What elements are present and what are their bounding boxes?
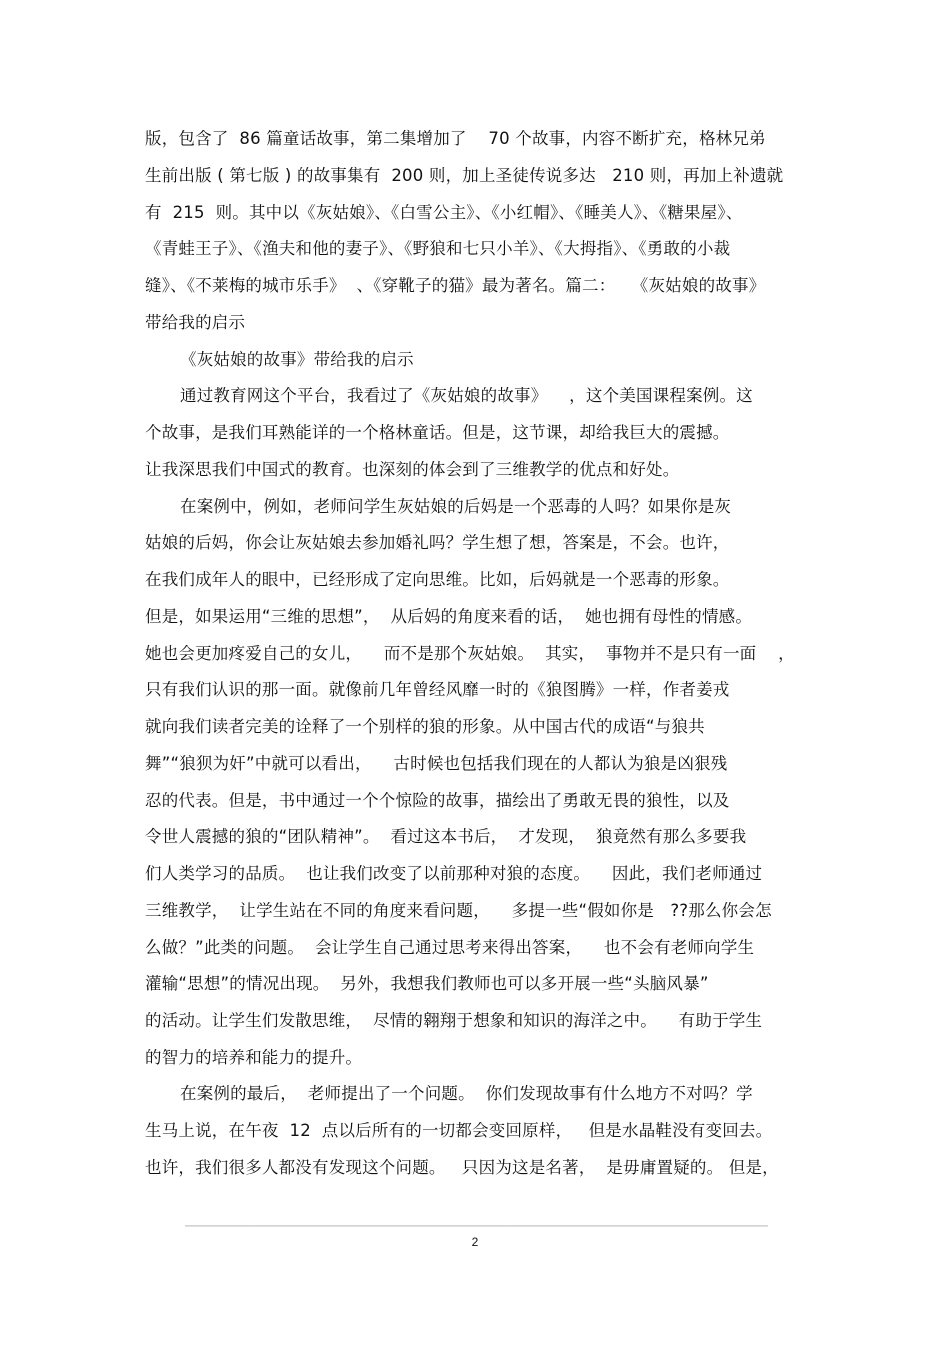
text-line: 带给我的启示 — [145, 313, 246, 332]
text-line: 有 215 则。其中以《灰姑娘》、《白雪公主》、《小红帽》、《睡美人》、《糖果屋》、 — [145, 203, 743, 222]
text-line: 也许，我们很多人都没有发现这个问题。 只因为这是名著， 是毋庸置疑的。 但是， — [145, 1158, 779, 1177]
text-line: 的智力的培养和能力的提升。 — [145, 1048, 363, 1067]
text-line: 灌输“思想”的情况出现。 另外，我想我们教师也可以多开展一些“头脑风暴” — [145, 974, 709, 993]
text-line: 舞”“狼狈为奸”中就可以看出， 古时候也包括我们现在的人都认为狼是凶狠残 — [145, 754, 728, 773]
text-line: 么做？”此类的问题。 会让学生自己通过思考来得出答案， 也不会有老师向学生 — [145, 938, 755, 957]
text-line: 生前出版 ( 第七版 ) 的故事集有 200 则，加上圣徒传说多达 210 则，再加上补遗就 — [145, 166, 784, 185]
text-line: 在我们成年人的眼中，已经形成了定向思维。比如，后妈就是一个恶毒的形象。 — [145, 570, 730, 589]
text-line: 她也会更加疼爱自己的女儿， 而不是那个灰姑娘。 其实， 事物并不是只有一面 ， — [145, 644, 795, 663]
text-line: 让我深思我们中国式的教育。也深刻的体会到了三维教学的优点和好处。 — [145, 460, 680, 479]
text-line: 姑娘的后妈，你会让灰姑娘去参加婚礼吗？学生想了想，答案是，不会。也许， — [145, 533, 730, 552]
text-line: 在案例中，例如，老师问学生灰姑娘的后妈是一个恶毒的人吗？如果你是灰 — [180, 497, 732, 516]
text-line: 《青蛙王子》、《渔夫和他的妻子》、《野狼和七只小羊》、《大拇指》、《勇敢的小裁 — [145, 239, 731, 258]
text-line: 在案例的最后， 老师提出了一个问题。 你们发现故事有什么地方不对吗？学 — [180, 1084, 753, 1103]
page-number: 2 — [471, 1235, 479, 1249]
text-line: 缝》、《不莱梅的城市乐手》 、《穿靴子的猫》最为著名。篇二： 《灰姑娘的故事》 — [145, 276, 766, 295]
text-line: 只有我们认识的那一面。就像前几年曾经风靡一时的《狼图腾》一样，作者姜戎 — [145, 680, 730, 699]
text-line: 令世人震撼的狼的“团队精神”。 看过这本书后， 才发现， 狼竟然有那么多要我 — [145, 827, 747, 846]
text-line: 个故事，是我们耳熟能详的一个格林童话。但是，这节课，却给我巨大的震撼。 — [145, 423, 730, 442]
text-line: 但是，如果运用“三维的思想”， 从后妈的角度来看的话， 她也拥有母性的情感。 — [145, 607, 753, 626]
text-line: 就向我们读者完美的诠释了一个别样的狼的形象。从中国古代的成语“与狼共 — [145, 717, 705, 736]
text-line: 忍的代表。但是，书中通过一个个惊险的故事，描绘出了勇敢无畏的狼性，以及 — [145, 791, 730, 810]
text-line: 生马上说，在午夜 12 点以后所有的一切都会变回原样， 但是水晶鞋没有变回去。 — [145, 1121, 773, 1140]
text-line: 版，包含了 86 篇童话故事，第二集增加了 70 个故事，内容不断扩充，格林兄弟 — [145, 129, 766, 148]
text-line: 三维教学， 让学生站在不同的角度来看问题， 多提一些“假如你是 ??那么你会怎 — [145, 901, 772, 920]
text-line: 们人类学习的品质。 也让我们改变了以前那种对狼的态度。 因此，我们老师通过 — [145, 864, 763, 883]
text-line: 的活动。让学生们发散思维， 尽情的翱翔于想象和知识的海洋之中。 有助于学生 — [145, 1011, 763, 1030]
section-heading: 《灰姑娘的故事》带给我的启示 — [180, 350, 414, 369]
footer-divider — [185, 1225, 768, 1227]
text-line: 通过教育网这个平台，我看过了《灰姑娘的故事》 ，这个美国课程案例。这 — [180, 386, 753, 405]
